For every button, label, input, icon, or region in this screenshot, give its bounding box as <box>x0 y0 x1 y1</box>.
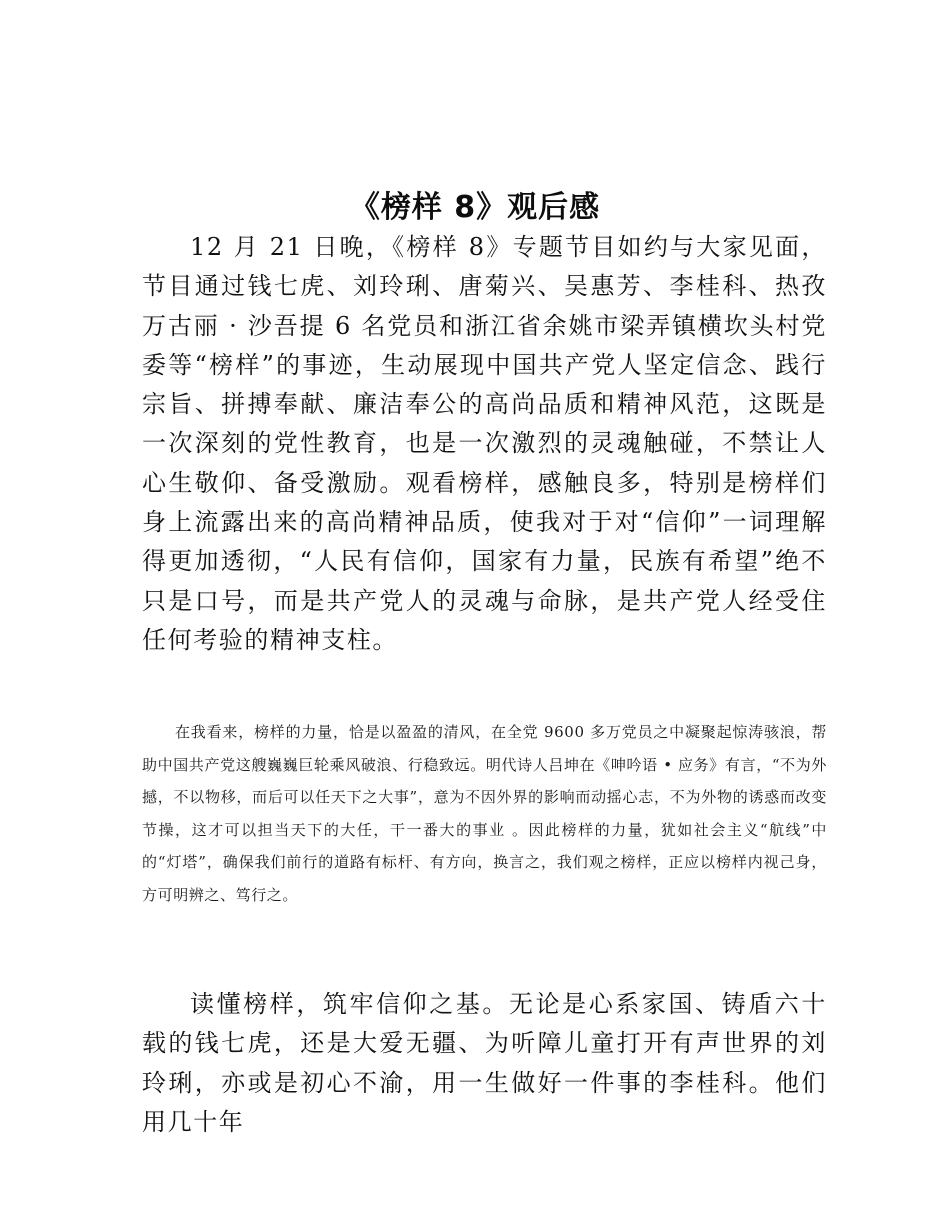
paragraph-intro: 12 月 21 日晚，《榜样 8》专题节目如约与大家见面，节目通过钱七虎、刘玲琍、唐菊兴、吴惠芳、李桂科、热孜万古丽 · 沙吾提 6 名党员和浙江省余姚市梁弄镇横坎头村党委等“榜样”的事迹，生动展现中国共产党人坚定信念、践行宗旨、拼搏奉献、廉洁奉公的高尚品质和精神风范，这既是一次深刻的党性教育，也是一次激烈的灵魂触碰，不禁让人心生敬仰、备受激励。观看榜样，感触良多，特别是榜样们身上流露出来的高尚精神品质，使我对于对“信仰”一词理解得更加透彻，“人民有信仰，国家有力量，民族有希望”绝不只是口号，而是共产党人的灵魂与命脉，是共产党人经受住任何考验的精神支柱。 <box>142 233 827 654</box>
document-title: 《榜样 8》观后感 <box>349 190 601 226</box>
paragraph-understanding-role-models: 读懂榜样，筑牢信仰之基。无论是心系家国、铸盾六十载的钱七虎，还是大爱无疆、为听障儿童打开有声世界的刘玲琍，亦或是初心不渝，用一生做好一件事的李桂科。他们用几十年 <box>142 990 827 1136</box>
paragraph-power-of-role-models: 在我看来，榜样的力量，恰是以盈盈的清风，在全党 9600 多万党员之中凝聚起惊涛骇浪，帮助中国共产党这艘巍巍巨轮乘风破浪、行稳致远。明代诗人吕坤在《呻吟语 • 应务》有言，“不为外撼，不以物移，而后可以任天下之大事”，意为不因外界的影响而动摇心志，不为外物的诱惑而改变节操，这才可以担当天下的大任，干一番大的事业 。因此榜样的力量，犹如社会主义“航线”中的“灯塔”，确保我们前行的道路有标杆、有方向，换言之，我们观之榜样，正应以榜样内视己身，方可明辨之、笃行之。 <box>142 723 827 904</box>
